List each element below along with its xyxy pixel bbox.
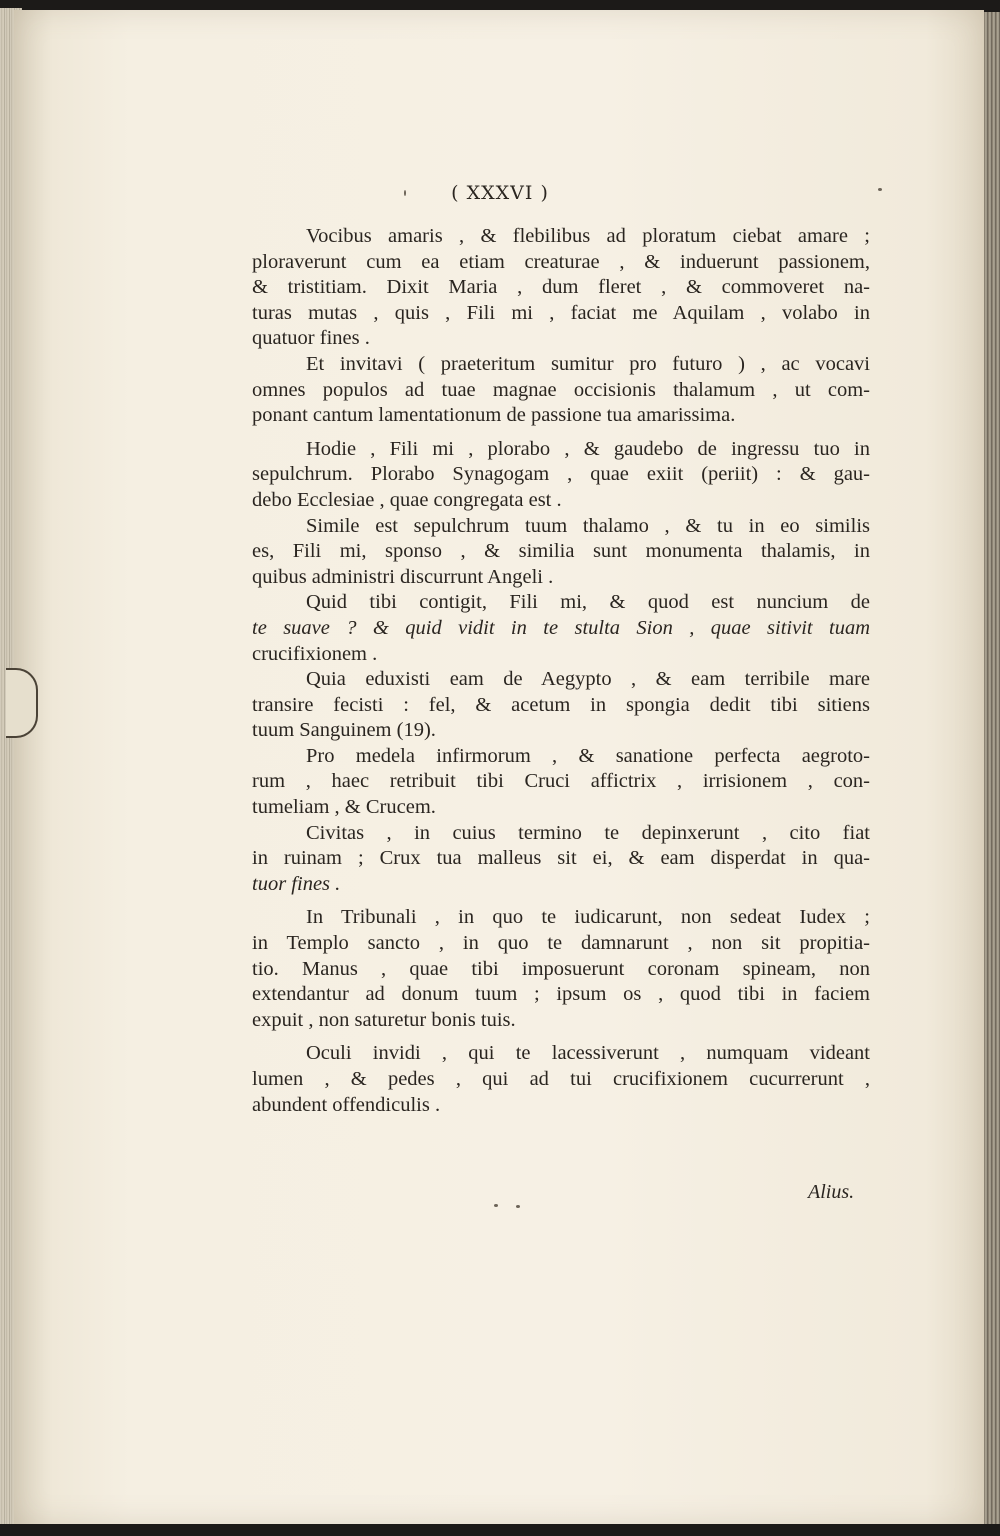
text-line: Pro medela infirmorum , & sanatione perfecta aegroto- [306, 744, 870, 767]
text-line: Vocibus amaris , & flebilibus ad ploratum ciebat amare ; [306, 225, 870, 247]
text-line: rum , haec retribuit tibi Cruci affictrix , irrisionem , con- [252, 770, 870, 793]
paragraph [252, 667, 870, 744]
paragraph [252, 1041, 870, 1118]
text-line: & tristitiam. Dixit Maria , dum fleret , & commoveret na- [252, 276, 870, 299]
text-line: omnes populos ad tuae magnae occisionis thalamum , ut com- [252, 378, 870, 401]
text-line: Hodie , Fili mi , plorabo , & gaudebo de ingressu tuo in [306, 437, 870, 460]
text-line: abundent offendiculis . [252, 1093, 441, 1116]
text-line: Simile est sepulchrum tuum thalamo , & tu in eo similis [306, 514, 870, 537]
text-line: sepulchrum. Plorabo Synagogam , quae exiit (periit) : & gau- [252, 463, 870, 486]
text-line: ploraverunt cum ea etiam creaturae , & induerunt passionem, [252, 250, 870, 273]
paragraph [252, 590, 870, 667]
text-line: debo Ecclesiae , quae congregata est . [252, 488, 562, 511]
page-number-header: ( XXXVI ) [451, 182, 549, 204]
text-line: in ruinam ; Crux tua malleus sit ei, & eam disperdat in qua- [252, 847, 870, 870]
text-line: transire fecisti : fel, & acetum in spongia dedit tibi sitiens [252, 693, 870, 716]
text-line: tio. Manus , quae tibi imposuerunt coronam spineam, non [252, 957, 870, 980]
text-line: es, Fili mi, sponso , & similia sunt monumenta thalamis, in [252, 540, 870, 563]
text-line: ponant cantum lamentationum de passione tua amarissima. [252, 404, 736, 427]
text-line: expuit , non saturetur bonis tuis. [252, 1008, 516, 1031]
text-line: Et invitavi ( praeteritum sumitur pro futuro ) , ac vocavi [306, 352, 870, 375]
paragraph [252, 905, 870, 1033]
text-line: quibus administri discurrunt Angeli . [252, 565, 554, 588]
text-line: In Tribunali , in quo te iudicarunt, non sedeat Iudex ; [306, 906, 870, 929]
page-clip-tab [6, 668, 38, 738]
book-cover-edge [984, 12, 1000, 1524]
ink-speck [516, 1205, 520, 1208]
paragraph [252, 352, 870, 429]
text-line: tumeliam , & Crucem. [252, 796, 436, 819]
paragraph [252, 821, 870, 898]
scan-bottom-border [0, 1524, 1000, 1536]
text-line: lumen , & pedes , qui ad tui crucifixionem cucurrerunt , [252, 1068, 870, 1090]
text-line: Quid tibi contigit, Fili mi, & quod est nuncium de [306, 591, 870, 614]
paragraph [252, 514, 870, 591]
text-line: extendantur ad donum tuum ; ipsum os , quod tibi in faciem [252, 983, 870, 1006]
text-line: Quia eduxisti eam de Aegypto , & eam terribile mare [306, 668, 870, 691]
paragraph [252, 744, 870, 821]
ink-speck [494, 1204, 498, 1207]
text-line: te suave ? & quid vidit in te stulta Sion , quae sitivit tuam [252, 616, 870, 639]
body-text [252, 224, 870, 1118]
text-line: quatuor fines . [252, 327, 370, 350]
text-line: Civitas , in cuius termino te depinxerunt , cito fiat [306, 821, 870, 844]
text-line: turas mutas , quis , Fili mi , faciat me Aquilam , volabo in [252, 301, 870, 324]
text-line: in Templo sancto , in quo te damnarunt , non sit propitia- [252, 932, 870, 955]
paragraph [252, 224, 870, 352]
text-line: tuum Sanguinem (19). [252, 719, 436, 742]
catchword: Alius. [808, 1181, 855, 1203]
text-line: tuor fines . [252, 872, 341, 895]
paragraph [252, 437, 870, 514]
text-line: crucifixionem . [252, 642, 378, 665]
text-line: Oculi invidi , qui te lacessiverunt , numquam videant [306, 1042, 870, 1065]
